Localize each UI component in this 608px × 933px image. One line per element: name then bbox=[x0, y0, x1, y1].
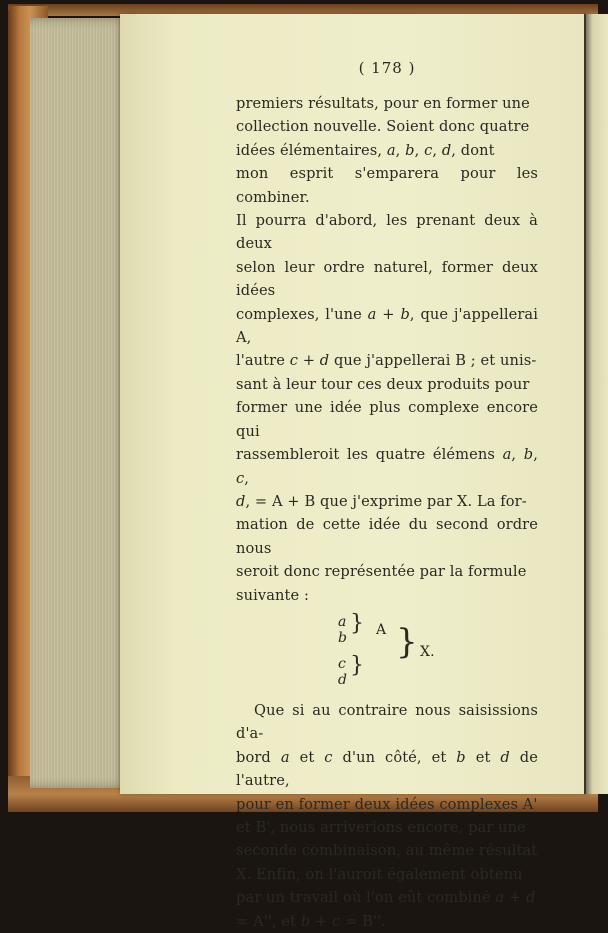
text-line: premiers résultats, pour en former une bbox=[236, 95, 530, 112]
paragraph-2 bbox=[236, 699, 538, 933]
text-line: d, = A + B que j'exprime par X. La for- bbox=[236, 492, 527, 510]
text-line: et B', nous arriverions encore, par une bbox=[236, 818, 526, 836]
formula-var-d: d bbox=[338, 671, 348, 688]
formula-brace-cd: } bbox=[350, 652, 365, 678]
text-line: X. Enfin, on l'auroit également obtenu bbox=[236, 865, 523, 883]
stacked-page-edges bbox=[30, 18, 128, 788]
text-line: mon esprit s'emparera pour les combiner. bbox=[236, 165, 538, 206]
page-text bbox=[236, 58, 538, 933]
formula-var-c: c bbox=[338, 655, 346, 672]
formula-var-b: b bbox=[338, 629, 348, 646]
text-line: collection nouvelle. Soient donc quatre bbox=[236, 118, 530, 136]
text-line: l'autre c + d que j'appellerai B ; et unis- bbox=[236, 352, 537, 370]
text-line: suivante : bbox=[236, 586, 309, 604]
text-line: = A'', et b + c = B''. bbox=[236, 912, 386, 930]
text-line: idées élémentaires, a, b, c, d, dont bbox=[236, 141, 495, 159]
text-line: complexes, l'une a + b, que j'appellerai A, bbox=[236, 305, 538, 347]
formula-result-X: X. bbox=[420, 643, 435, 660]
formula-brace-ab: } bbox=[350, 610, 365, 636]
combination-formula bbox=[236, 611, 538, 687]
page-number: ( 178 ) bbox=[358, 59, 416, 77]
text-line: selon leur ordre naturel, former deux idées bbox=[236, 258, 538, 300]
text-line: bord a et c d'un côté, et b et d de l'autre, bbox=[236, 748, 538, 790]
text-line: par un travail où l'on eût combiné a + d bbox=[236, 889, 536, 907]
formula-var-a: a bbox=[338, 613, 347, 630]
text-line: Que si au contraire nous saisissions d'a- bbox=[236, 701, 538, 743]
text-line: Il pourra d'abord, les prenant deux à deux bbox=[236, 212, 538, 253]
paragraph-1 bbox=[236, 92, 538, 607]
facing-page-edge bbox=[584, 14, 608, 794]
text-line: former une idée plus complexe encore qui bbox=[236, 399, 538, 440]
text-line: sant à leur tour ces deux produits pour bbox=[236, 375, 530, 393]
formula-result-A: A bbox=[376, 621, 387, 638]
text-line: seconde combinaison, au même résultat bbox=[236, 842, 538, 860]
formula-brace-outer: } bbox=[396, 621, 418, 662]
text-line: pour en former deux idées complexes A' bbox=[236, 795, 538, 813]
text-line: seroit donc représentée par la formule bbox=[236, 563, 527, 581]
text-line: mation de cette idée du second ordre nous bbox=[236, 516, 538, 557]
text-line: rassembleroit les quatre élémens a, b, c, bbox=[236, 446, 538, 487]
